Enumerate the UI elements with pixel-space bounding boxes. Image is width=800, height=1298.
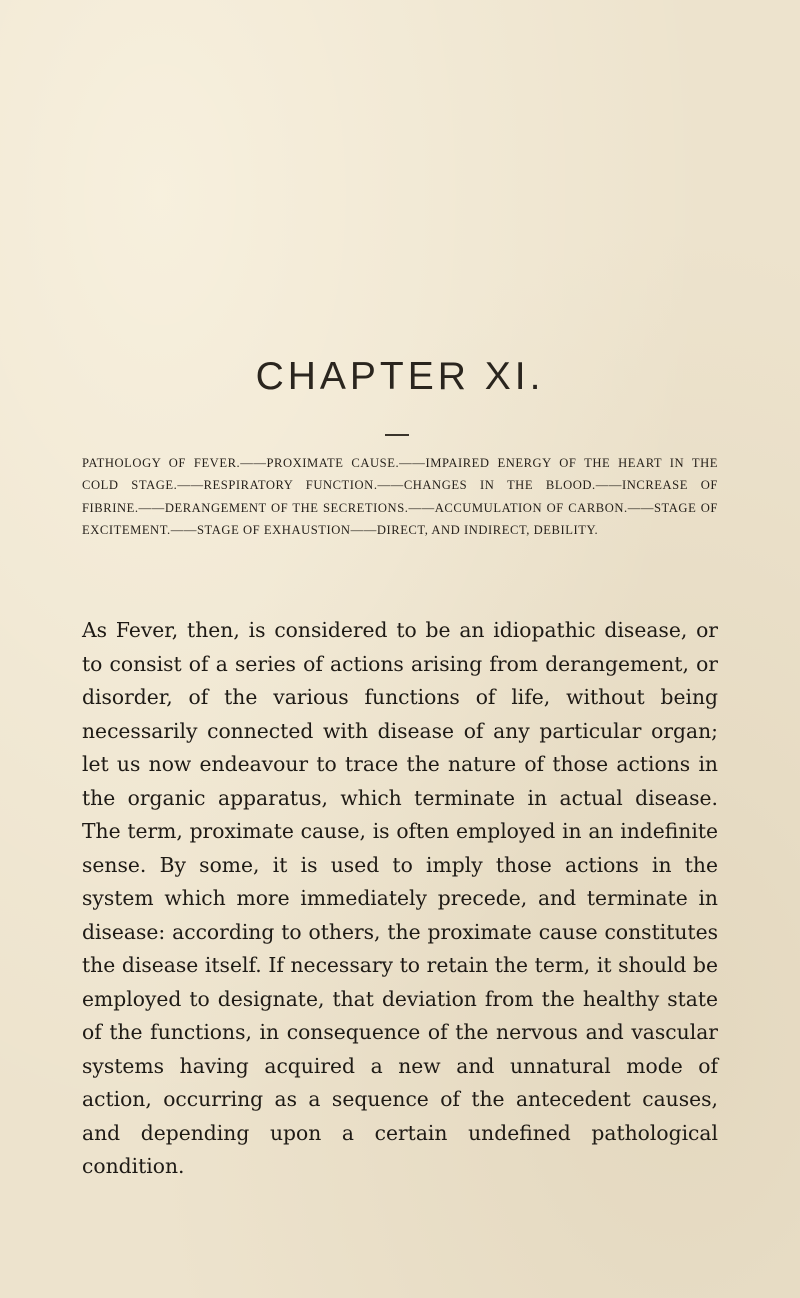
title-divider: [385, 434, 409, 436]
chapter-synopsis: PATHOLOGY OF FEVER.——PROXIMATE CAUSE.——IMPAIRED ENERGY OF THE HEART IN THE COLD STAGE.——RESPIRATORY FUNCTION.——CHANGES IN THE BLOOD.——INCREASE OF FIBRINE.——DERANGEMENT OF THE SECRETIONS.——ACCUMULATION OF CARBON.——STAGE OF EXCITEMENT.——STAGE OF EXHAUSTION——DIRECT, AND INDIRECT, DEBILITY.: [82, 456, 718, 538]
body-paragraph: As Fever, then, is considered to be an idiopathic disease, or to consist of a series of actions arising from derangement, or disorder, of the various functions of life, without being necessarily connected with disease of any particular organ; let us now endeavour to trace the nature of those actions in the organic apparatus, which terminate in actual disease. The term, proximate cause, is often employed in an indefinite sense. By some, it is used to imply those actions in the system which more immediately precede, and terminate in disease: according to others, the proximate cause constitutes the disease itself. If necessary to retain the term, it should be employed to designate, that deviation from the healthy state of the functions, in consequence of the nervous and vascular systems having acquired a new and unnatural mode of action, occurring as a sequence of the antecedent causes, and depending upon a certain undefined pathological condition.: [82, 618, 718, 1178]
chapter-title: CHAPTER XI.: [255, 355, 545, 398]
